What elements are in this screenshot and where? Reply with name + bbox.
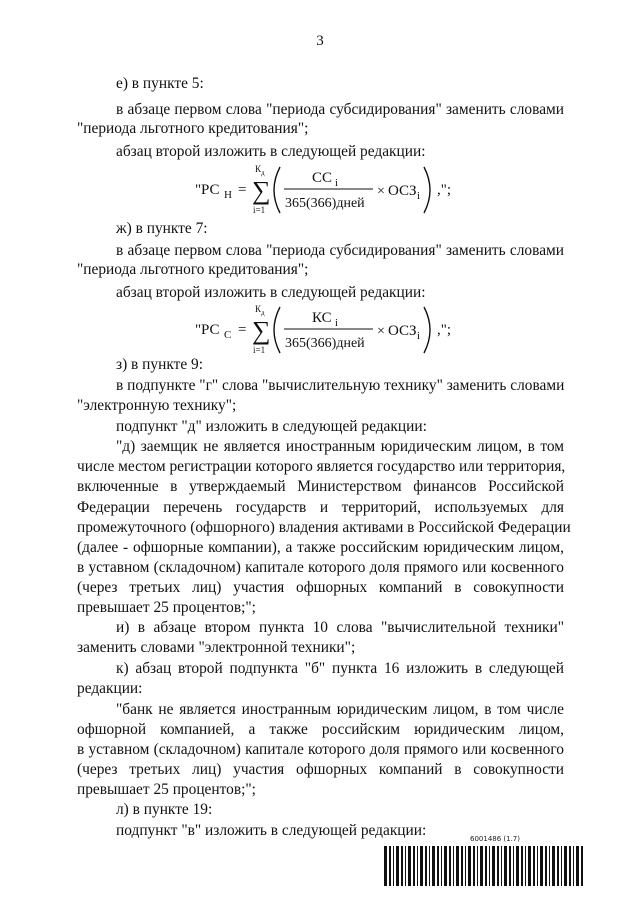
formula-lhs: РС xyxy=(201,322,220,338)
item-i-heading: и) в абзаце втором пункта 10 слова "вычислительной техники" xyxy=(116,619,564,636)
paragraph-line: в подпункте "г" слова "вычислительную технику" заменить словами xyxy=(116,377,565,394)
formula-equals: = xyxy=(238,322,247,338)
formula-denominator: 365(366)дней xyxy=(285,336,365,351)
item-z-heading: з) в пункте 9: xyxy=(116,356,203,373)
formula-open-quote: " xyxy=(195,182,202,198)
formula-lower-limit: i=1 xyxy=(253,345,266,355)
paragraph-line: в абзаце первом слова "периода субсидирования" заменить словами xyxy=(116,242,564,259)
paragraph-line: включенные в утверждаемый Министерством финансов Российской xyxy=(77,478,564,495)
formula-numerator: КС xyxy=(312,310,332,326)
formula-factor: ОСЗ xyxy=(388,183,417,199)
formula-upper-limit-sub: д xyxy=(261,169,265,177)
formula-numerator-sub: i xyxy=(335,177,339,189)
paragraph-line: (через третьих лиц) участия офшорных компаний в совокупности xyxy=(77,761,564,778)
formula-factor-sub: i xyxy=(417,330,421,342)
formula-sum-sign: ∑ xyxy=(252,316,271,345)
formula-rs-c xyxy=(195,300,455,358)
formula-equals: = xyxy=(238,182,247,198)
formula-upper-limit: К xyxy=(255,164,262,174)
paragraph-line: (далее - офшорные компании), а также российским юридическим лицом, xyxy=(77,539,564,556)
formula-lhs: РС xyxy=(201,182,220,198)
formula-left-paren xyxy=(274,167,280,213)
barcode-image xyxy=(384,846,586,886)
paragraph-line: абзац второй изложить в следующей редакции: xyxy=(116,143,426,160)
paragraph-line: в абзаце первом слова "периода субсидирования" заменить словами xyxy=(116,101,564,118)
paragraph-line: подпункт "в" изложить в следующей редакции: xyxy=(116,822,427,839)
item-k-heading: к) абзац второй подпункта "б" пункта 16 изложить в следующей xyxy=(116,660,564,677)
formula-factor: ОСЗ xyxy=(388,323,417,339)
paragraph-line: офшорной компанией, а также российским юридическим лицом, xyxy=(77,721,564,738)
item-l-heading: л) в пункте 19: xyxy=(116,801,213,818)
paragraph-line: промежуточного (офшорного) владения активами в Российской Федерации xyxy=(77,519,571,536)
paragraph-line: в уставном (складочном) капитале которого доля прямого или косвенного xyxy=(77,741,564,758)
formula-close: ,"; xyxy=(437,322,452,338)
paragraph-line: заменить словами "электронной техники"; xyxy=(77,639,356,656)
paragraph-line: "электронную технику"; xyxy=(77,397,237,414)
formula-lhs-sub: Н xyxy=(224,189,232,201)
paragraph-line: Федерации перечень государств и территорий, используемых для xyxy=(77,499,564,516)
formula-rs-n xyxy=(195,160,455,218)
formula-right-paren xyxy=(424,167,430,213)
formula-numerator: СС xyxy=(312,170,333,186)
formula-numerator-sub: i xyxy=(335,317,339,329)
formula-upper-limit: К xyxy=(255,304,262,314)
page-number: 3 xyxy=(316,33,324,49)
formula-factor-sub: i xyxy=(417,190,421,202)
formula-times: × xyxy=(377,324,385,339)
formula-times: × xyxy=(377,184,385,199)
formula-left-paren xyxy=(274,307,280,353)
paragraph-line: абзац второй изложить в следующей редакции: xyxy=(116,284,426,301)
paragraph-line: в уставном (складочном) капитале которого доля прямого или косвенного xyxy=(77,559,564,576)
paragraph-line: числе местом регистрации которого является государство или территория, xyxy=(77,458,566,475)
formula-close: ,"; xyxy=(437,182,452,198)
item-e-heading: е) в пункте 5: xyxy=(116,75,204,92)
paragraph-line: превышает 25 процентов;"; xyxy=(77,599,256,616)
paragraph-line: редакции: xyxy=(77,680,143,697)
paragraph-line: "д) заемщик не является иностранным юридическим лицом, в том xyxy=(116,438,564,455)
document-code: 6001486 (1.7) xyxy=(470,835,520,843)
formula-lhs-sub: С xyxy=(224,329,232,341)
paragraph-line: "банк не является иностранным юридическим лицом, в том числе xyxy=(116,701,564,718)
formula-denominator: 365(366)дней xyxy=(285,196,365,211)
formula-right-paren xyxy=(424,307,430,353)
paragraph-line: (через третьих лиц) участия офшорных компаний в совокупности xyxy=(77,579,564,596)
item-zh-heading: ж) в пункте 7: xyxy=(116,220,208,237)
paragraph-line: подпункт "д" изложить в следующей редакции: xyxy=(116,418,427,435)
paragraph-line: "периода льготного кредитования"; xyxy=(77,120,309,137)
formula-open-quote: " xyxy=(195,322,202,338)
formula-sum-sign: ∑ xyxy=(252,176,271,205)
paragraph-line: "периода льготного кредитования"; xyxy=(77,261,309,278)
paragraph-line: превышает 25 процентов;"; xyxy=(77,781,256,798)
formula-upper-limit-sub: д xyxy=(261,309,265,317)
formula-lower-limit: i=1 xyxy=(253,205,266,215)
